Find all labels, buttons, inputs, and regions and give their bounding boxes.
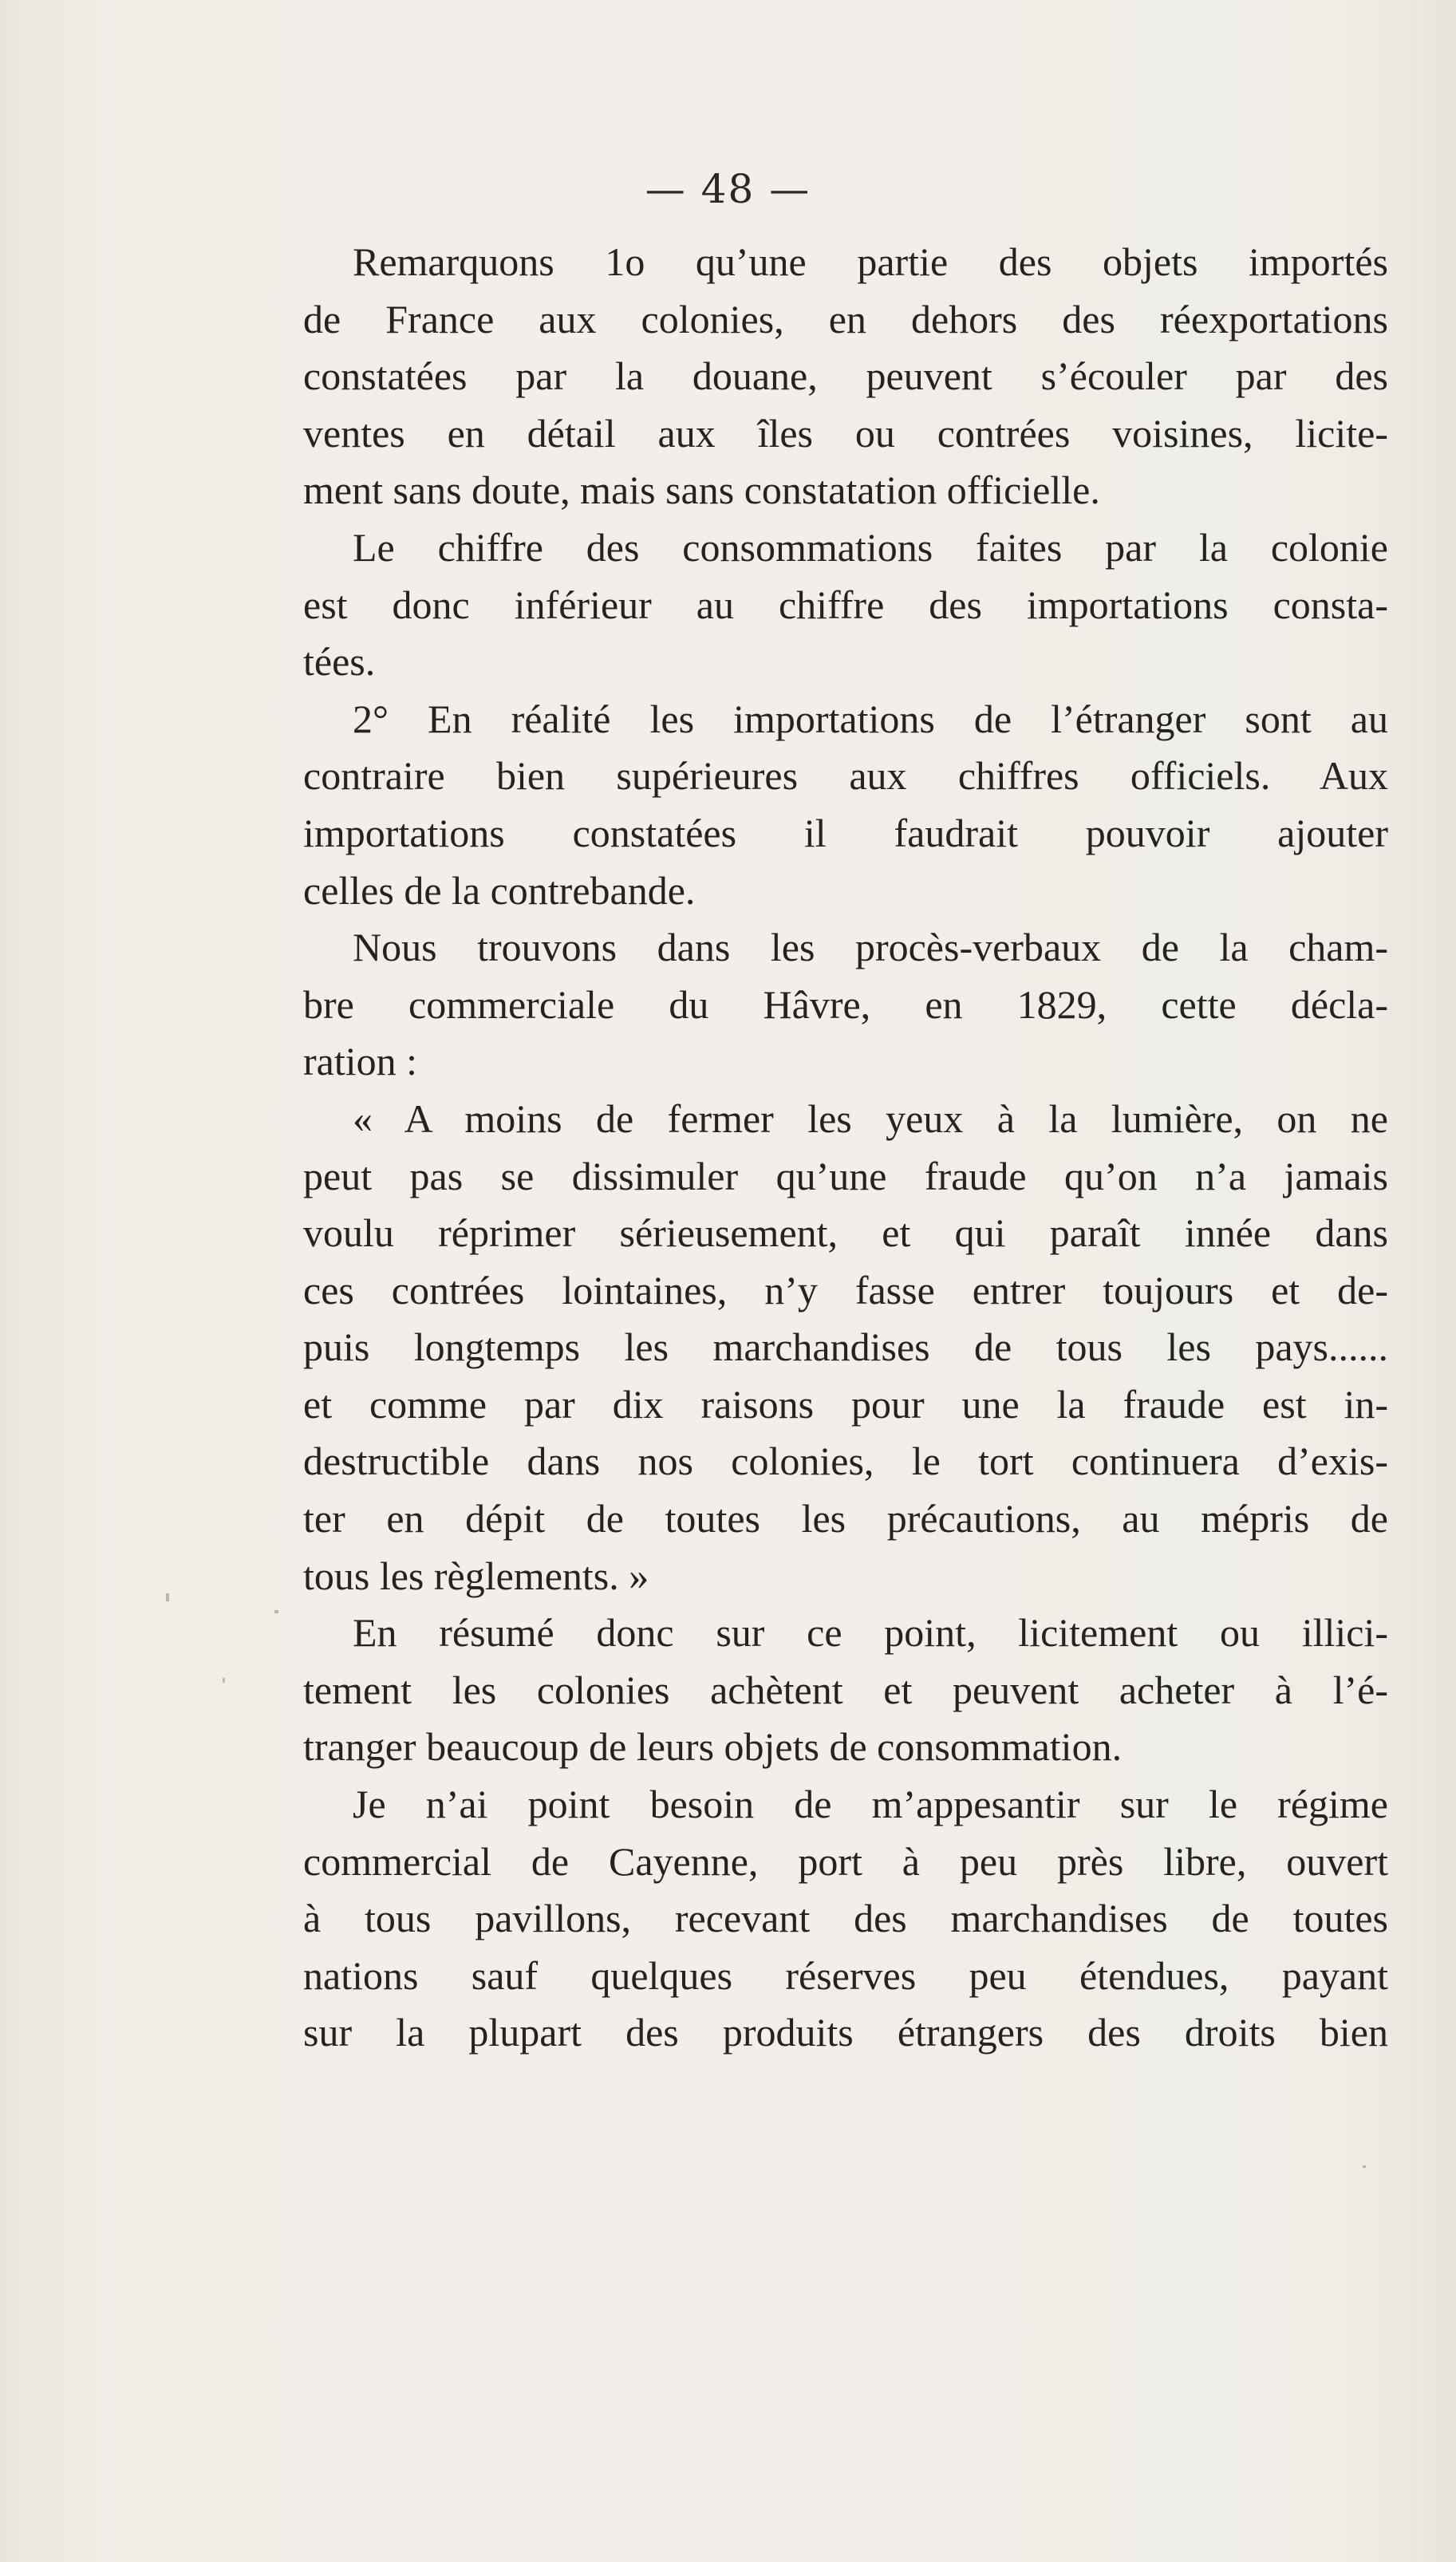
paper-speck: [274, 1610, 278, 1613]
text-line: tranger beaucoup de leurs objets de consommation.: [303, 1724, 1123, 1770]
text-line: « A moins de fermer les yeux à la lumière, on ne: [353, 1095, 1388, 1141]
text-line: voulu réprimer sérieusement, et qui paraît innée dans: [303, 1210, 1388, 1256]
text-line: contraire bien supérieures aux chiffres officiels. Aux: [303, 753, 1388, 799]
text-line: nations sauf quelques réserves peu étendues, payant: [303, 1952, 1388, 1998]
text-line: ment sans doute, mais sans constatation officielle.: [303, 468, 1100, 513]
paper-speck: [166, 1593, 169, 1601]
text-line: Je n’ai point besoin de m’appesantir sur le régime: [353, 1782, 1388, 1827]
text-line: destructible dans nos colonies, le tort continuera d’exis-: [303, 1439, 1388, 1484]
text-line: peut pas se dissimuler qu’une fraude qu’on n’a jamais: [303, 1153, 1388, 1198]
text-line: commercial de Cayenne, port à peu près libre, ouvert: [303, 1838, 1388, 1884]
text-line: En résumé donc sur ce point, licitement ou illici-: [353, 1610, 1388, 1656]
text-line: 2° En réalité les importations de l’étranger sont au: [353, 696, 1388, 741]
text-line: ventes en détail aux îles ou contrées voisines, licite-: [303, 410, 1388, 456]
text-line: tous les règlements. »: [303, 1553, 649, 1598]
body-text: [303, 234, 1388, 2062]
text-line: bre commerciale du Hâvre, en 1829, cette décla-: [303, 981, 1388, 1027]
text-line: constatées par la douane, peuvent s’écouler par des: [303, 353, 1388, 399]
text-line: tées.: [303, 639, 376, 685]
text-line: à tous pavillons, recevant des marchandises de toutes: [303, 1896, 1388, 1941]
text-line: importations constatées il faudrait pouvoir ajouter: [303, 810, 1388, 855]
text-line: est donc inférieur au chiffre des importations consta-: [303, 582, 1388, 627]
text-line: ration :: [303, 1039, 418, 1084]
text-line: Remarquons 1o qu’une partie des objets importés: [353, 239, 1388, 284]
page-number: — 48 —: [645, 166, 811, 212]
text-line: et comme par dix raisons pour une la fraude est in-: [303, 1381, 1388, 1427]
text-line: sur la plupart des produits étrangers des droits bien: [303, 2010, 1388, 2055]
text-line: tement les colonies achètent et peuvent acheter à l’é-: [303, 1667, 1388, 1712]
text-line: de France aux colonies, en dehors des réexportations: [303, 296, 1388, 341]
text-line: ces contrées lointaines, n’y fasse entrer toujours et de-: [303, 1267, 1388, 1313]
paper-speck: [1363, 2165, 1366, 2168]
text-line: Le chiffre des consommations faites par la colonie: [353, 524, 1388, 570]
paper-speck: [223, 1678, 225, 1683]
text-line: celles de la contrebande.: [303, 867, 696, 913]
text-line: Nous trouvons dans les procès-verbaux de la cham-: [353, 925, 1388, 970]
text-line: ter en dépit de toutes les précautions, au mépris de: [303, 1496, 1388, 1542]
text-line: puis longtemps les marchandises de tous les pays......: [303, 1324, 1388, 1370]
